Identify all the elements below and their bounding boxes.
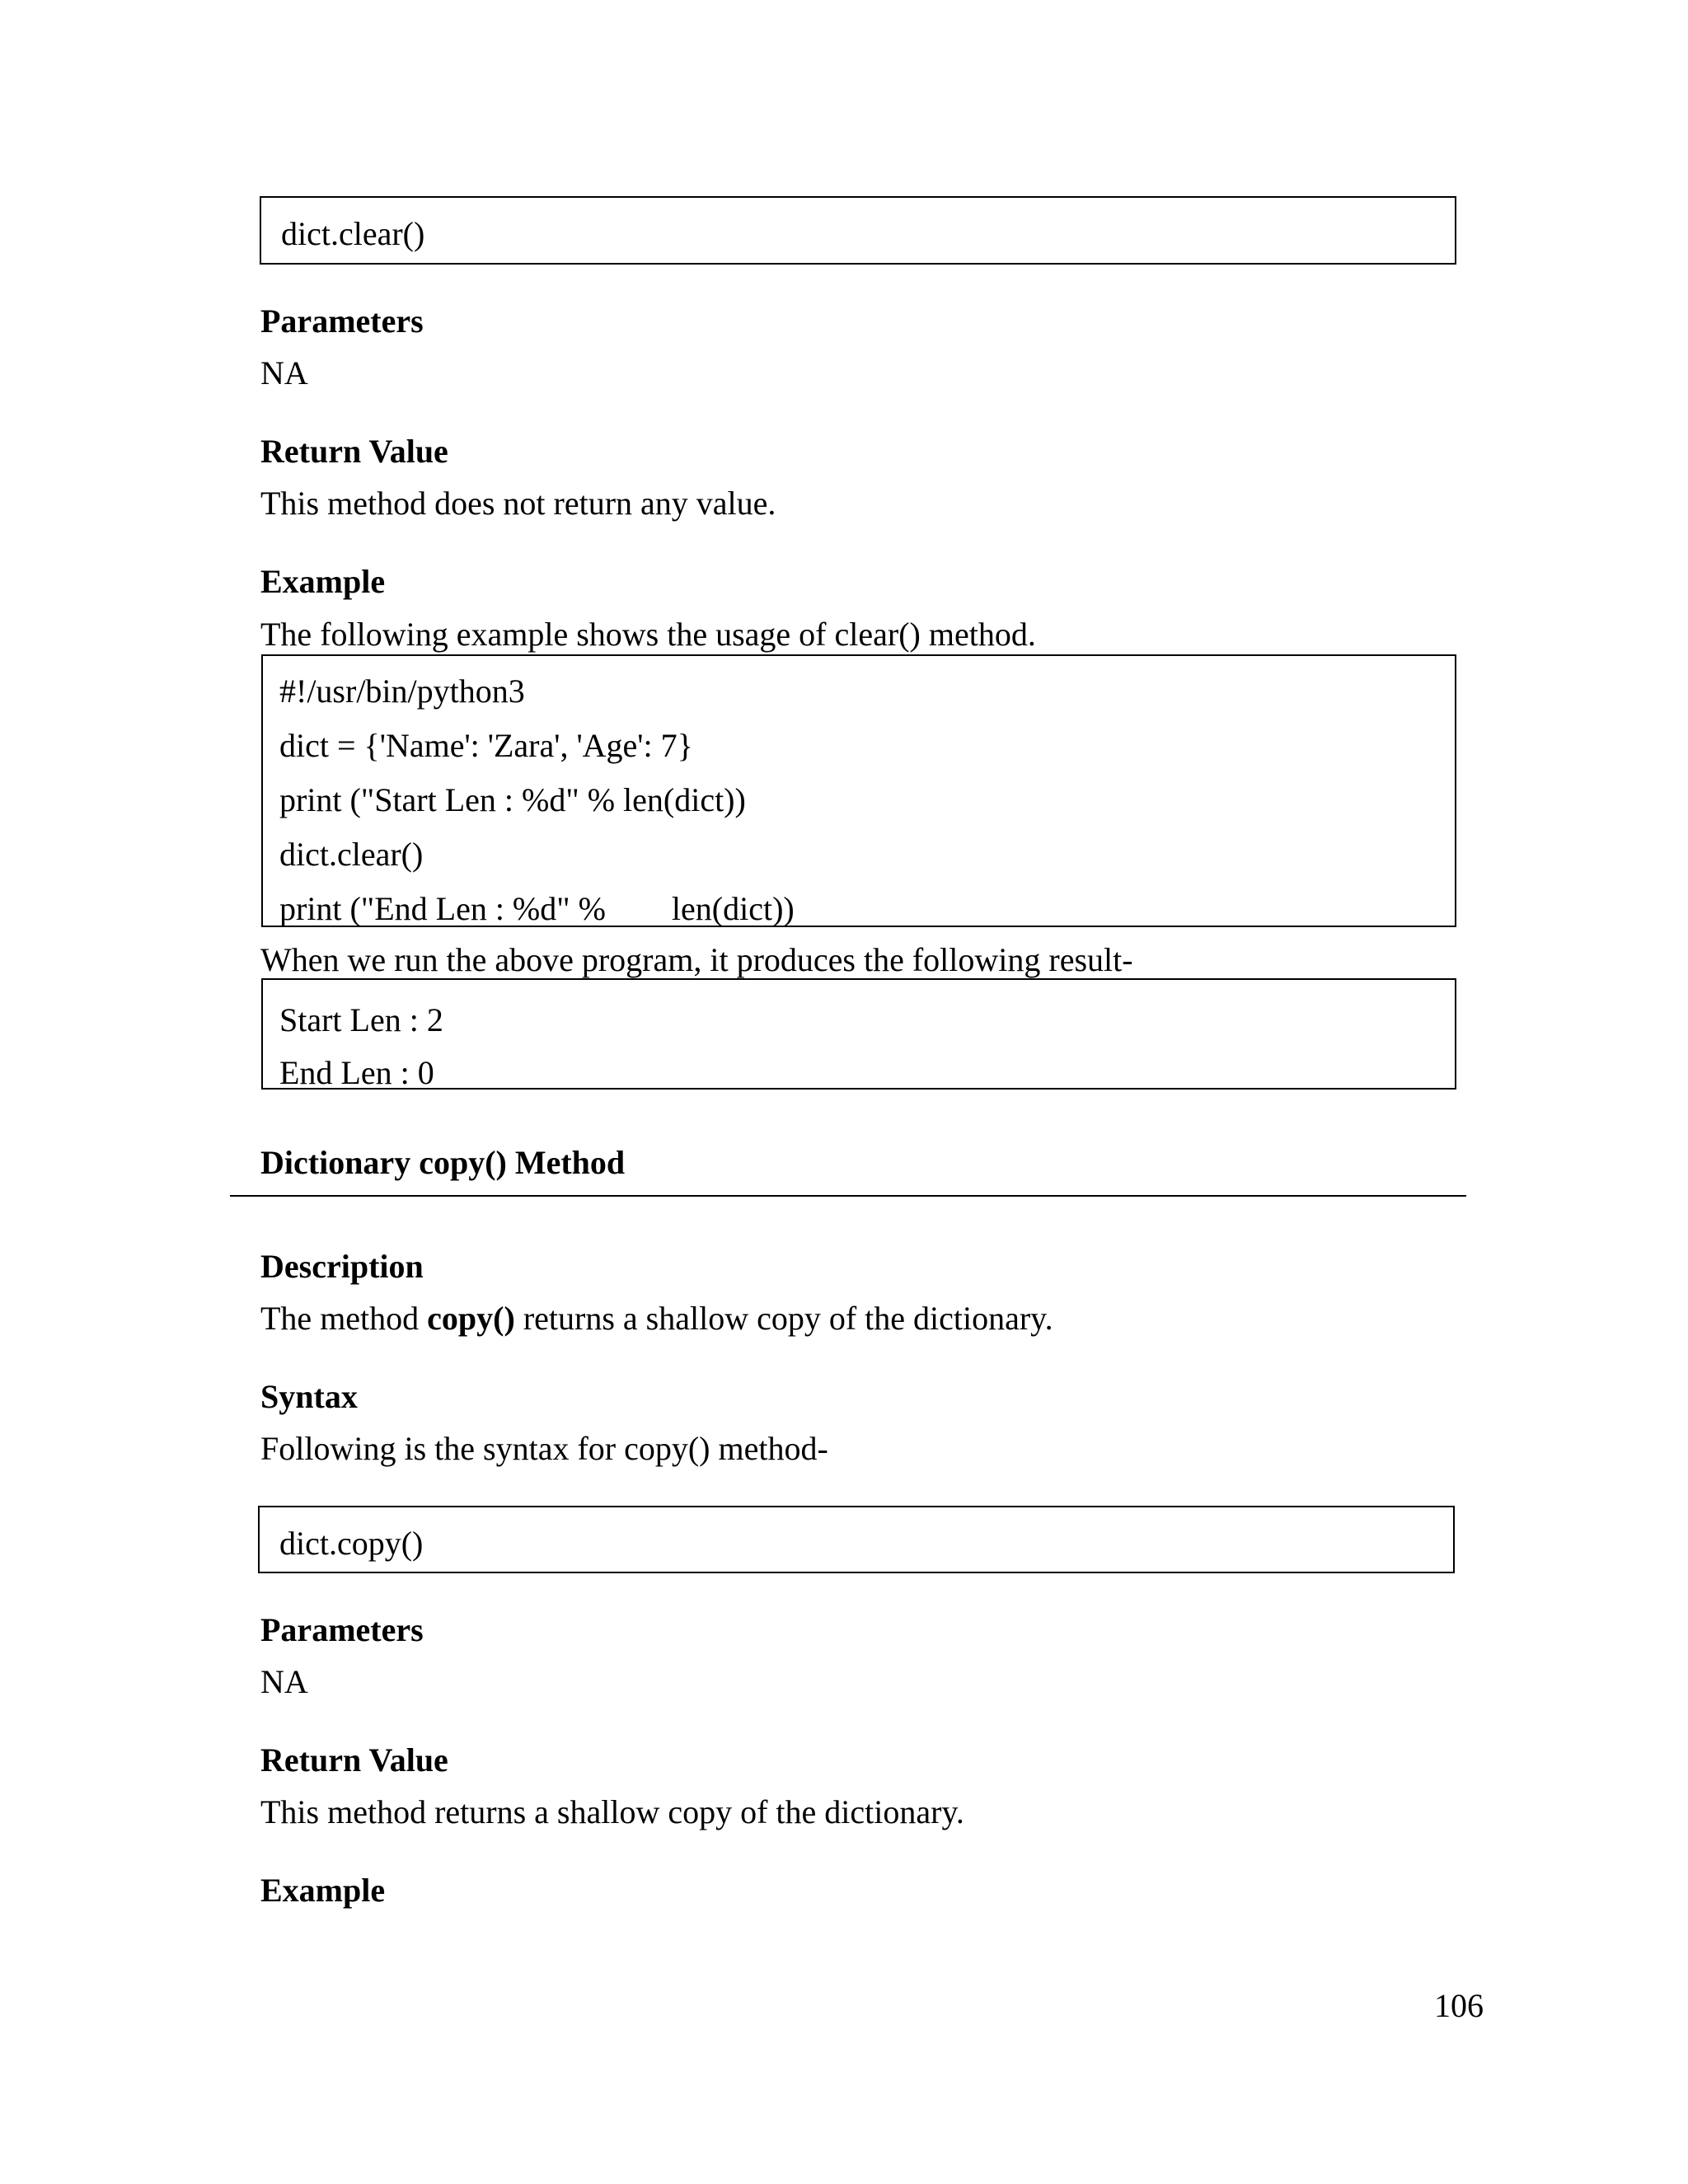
code-line: #!/usr/bin/python3 xyxy=(279,673,525,710)
clear-parameters-text: NA xyxy=(260,354,308,391)
result-line: Start Len : 2 xyxy=(279,1001,443,1038)
code-line-part: len(dict)) xyxy=(671,890,795,927)
copy-syntax-heading: Syntax xyxy=(260,1378,358,1415)
copy-syntax-code: dict.copy() xyxy=(279,1525,424,1562)
page-number: 106 xyxy=(1434,1987,1484,2024)
result-line: End Len : 0 xyxy=(279,1054,434,1091)
clear-example-code-box xyxy=(261,654,1456,927)
clear-return-heading: Return Value xyxy=(260,433,448,470)
code-line: dict = {'Name': 'Zara', 'Age': 7} xyxy=(279,727,693,764)
clear-return-text: This method does not return any value. xyxy=(260,485,776,522)
copy-description-suffix: returns a shallow copy of the dictionary. xyxy=(514,1300,1053,1337)
copy-description-method: copy() xyxy=(427,1300,515,1337)
copy-section-title: Dictionary copy() Method xyxy=(260,1144,626,1181)
copy-description-heading: Description xyxy=(260,1248,424,1285)
clear-example-heading: Example xyxy=(260,563,386,600)
section-divider xyxy=(230,1195,1466,1197)
code-line: dict.clear() xyxy=(279,836,424,873)
clear-result-intro: When we run the above program, it produces the following result- xyxy=(260,941,1133,978)
copy-syntax-intro: Following is the syntax for copy() method- xyxy=(260,1430,828,1467)
copy-syntax-box xyxy=(258,1506,1455,1573)
copy-description-text xyxy=(260,1302,1053,1335)
clear-syntax-code: dict.clear() xyxy=(281,215,425,252)
clear-parameters-heading: Parameters xyxy=(260,302,424,340)
clear-syntax-box xyxy=(260,196,1456,265)
code-line xyxy=(279,890,795,927)
code-line-part: print ("End Len : %d" % xyxy=(279,890,606,927)
copy-return-heading: Return Value xyxy=(260,1741,448,1779)
copy-description-prefix: The method xyxy=(260,1300,428,1337)
clear-result-box xyxy=(261,978,1456,1090)
copy-example-heading: Example xyxy=(260,1872,386,1909)
copy-return-text: This method returns a shallow copy of the dictionary. xyxy=(260,1793,964,1830)
copy-parameters-heading: Parameters xyxy=(260,1611,424,1648)
code-line: print ("Start Len : %d" % len(dict)) xyxy=(279,781,746,818)
clear-example-intro: The following example shows the usage of clear() method. xyxy=(260,616,1036,653)
copy-parameters-text: NA xyxy=(260,1663,308,1700)
